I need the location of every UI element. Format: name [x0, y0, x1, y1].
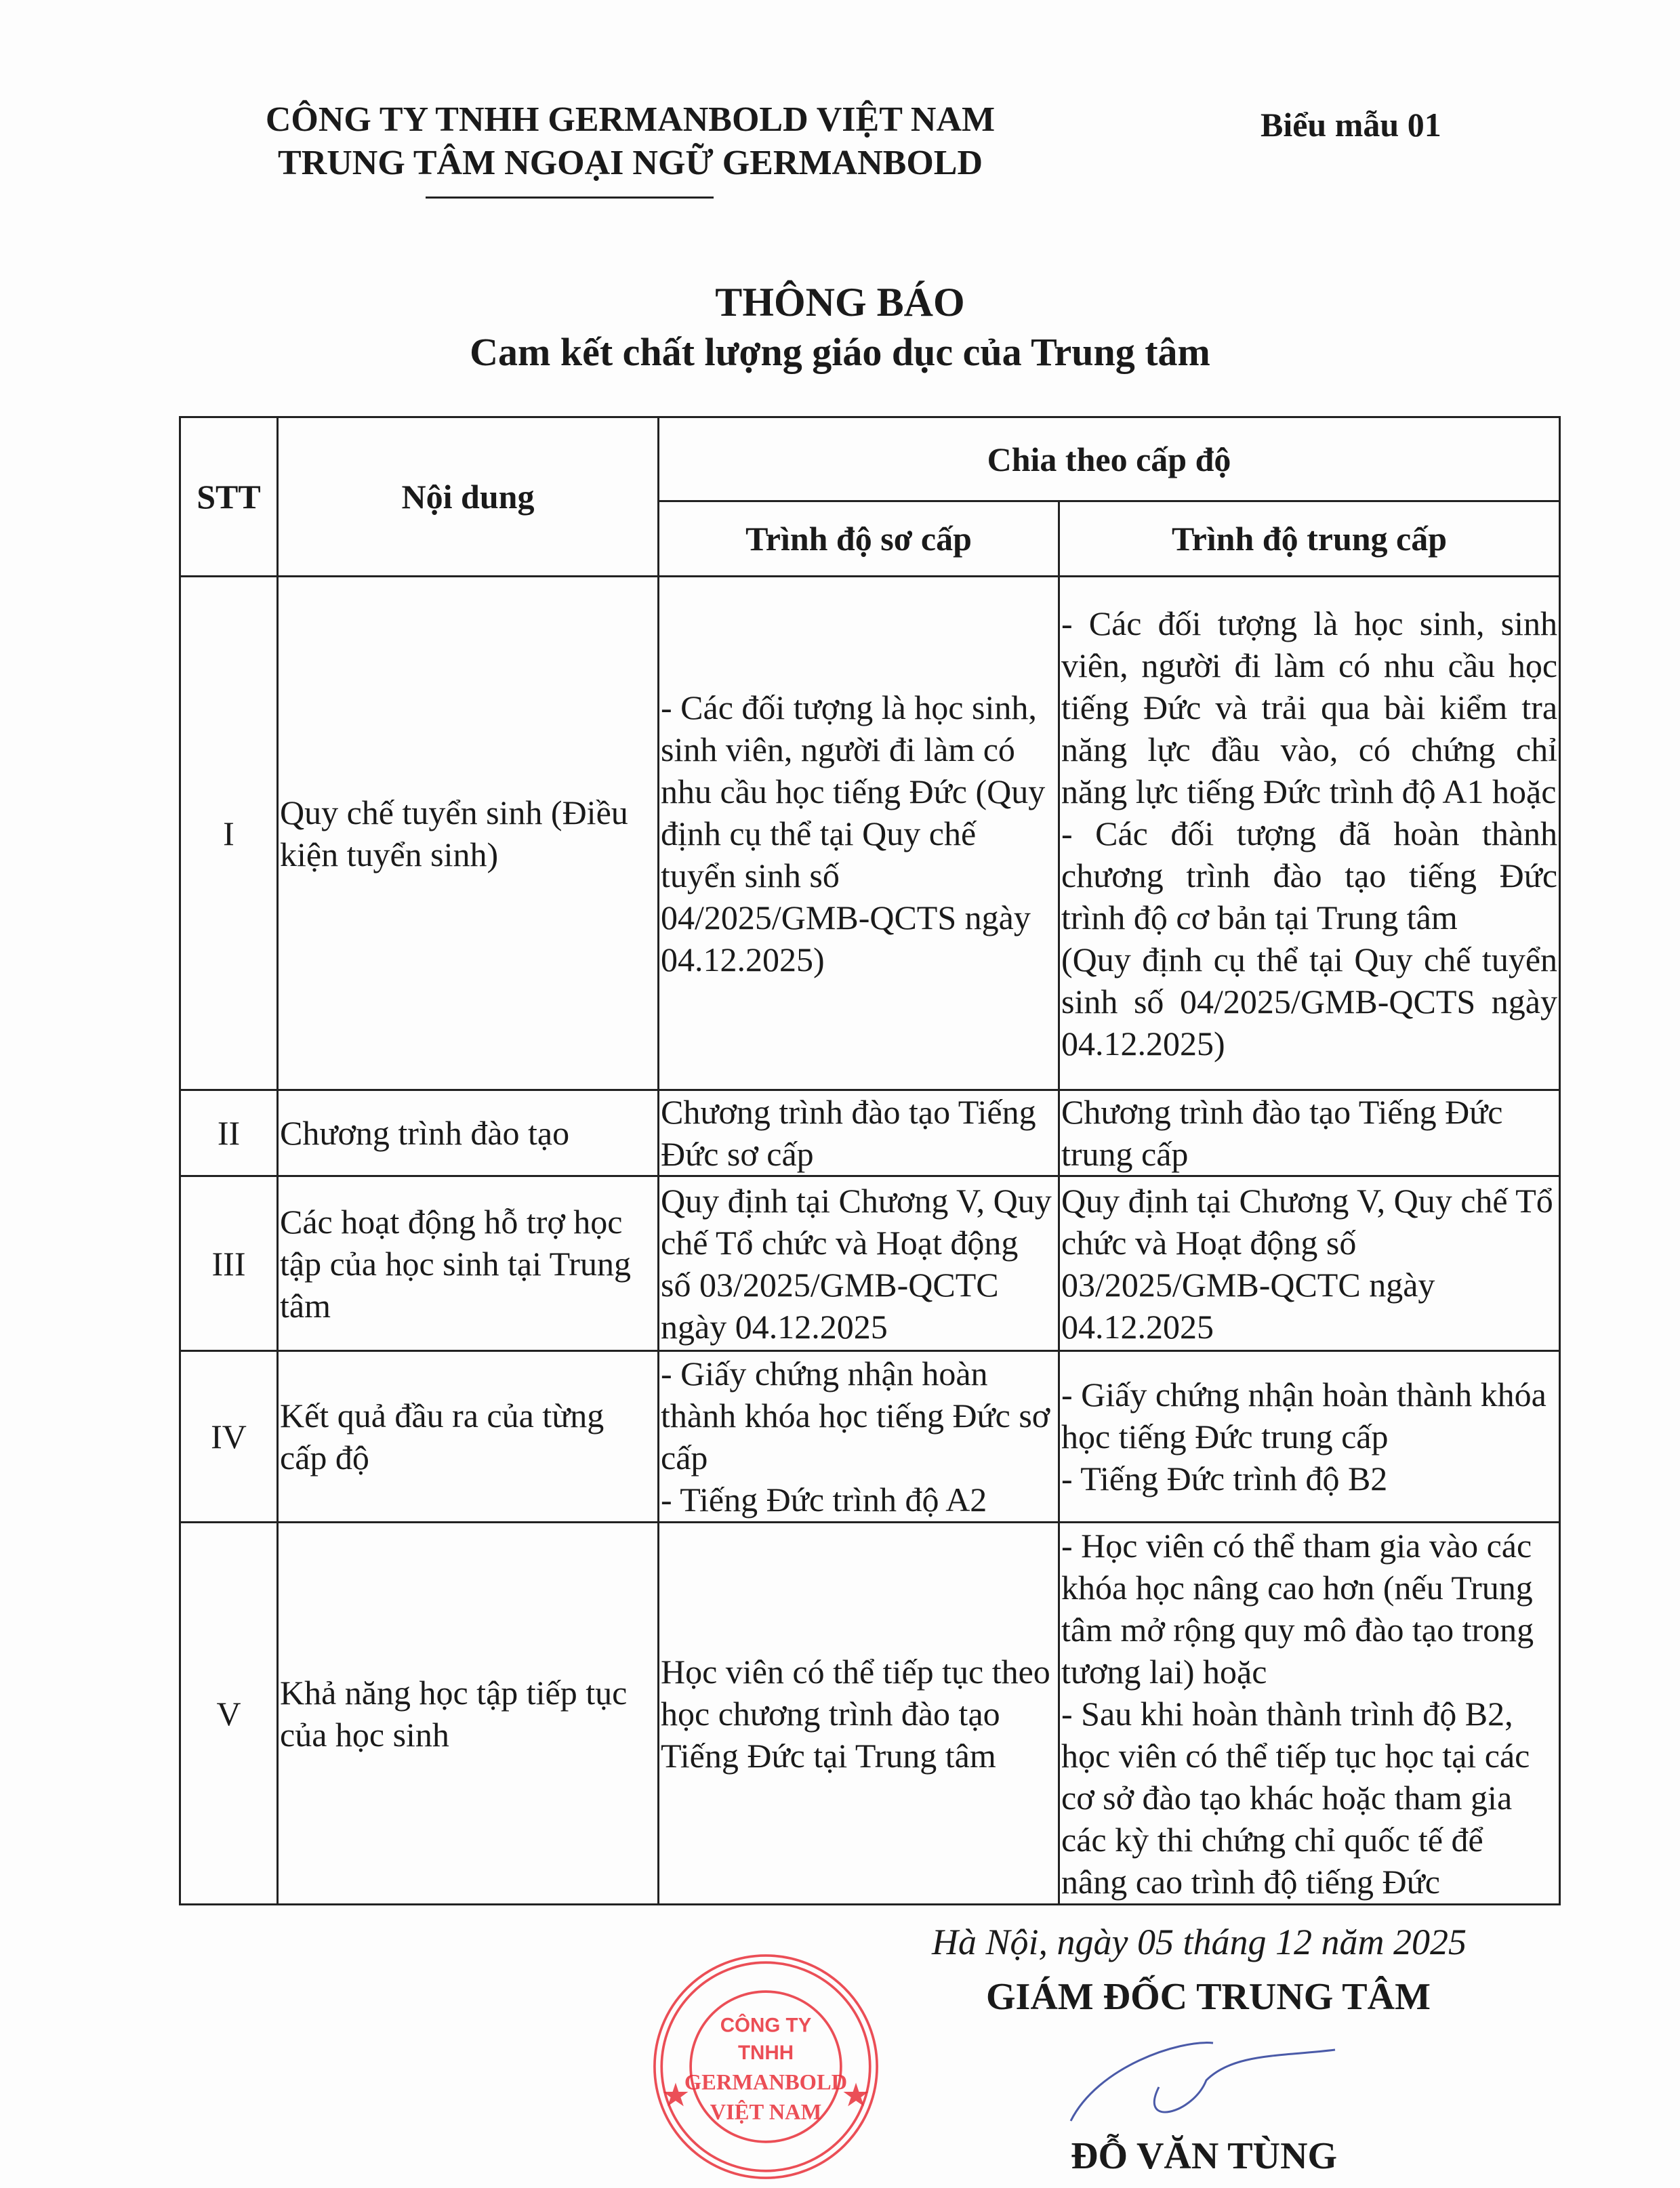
header-divider [426, 197, 714, 199]
row-content: Khả năng học tập tiếp tục của học sinh [278, 1523, 659, 1905]
company-name: CÔNG TY TNHH GERMANBOLD VIỆT NAM [265, 100, 996, 139]
company-seal [651, 1952, 881, 2182]
handwritten-signature [1057, 2026, 1342, 2128]
header-stt: STT [180, 417, 278, 577]
quality-commitment-table [179, 416, 1561, 1905]
row-stt: III [180, 1176, 278, 1351]
seal-line: GERMANBOLD [684, 2070, 848, 2095]
row-stt: I [180, 577, 278, 1090]
row-level1: Chương trình đào tạo Tiếng Đức sơ cấp [659, 1090, 1059, 1176]
document-title: THÔNG BÁO [715, 280, 965, 325]
row-level1: Quy định tại Chương V, Quy chế Tổ chức và Hoạt động số 03/2025/GMB-QCTC ngày 04.12.2025 [659, 1176, 1059, 1351]
row-level2: - Giấy chứng nhận hoàn thành khóa học tiếng Đức trung cấp - Tiếng Đức trình độ B2 [1059, 1351, 1560, 1523]
header-group: Chia theo cấp độ [659, 417, 1560, 501]
table-row [180, 1176, 1560, 1351]
table-row [180, 577, 1560, 1090]
table-row [180, 1351, 1560, 1523]
table-row [180, 1090, 1560, 1176]
row-level1: - Các đối tượng là học sinh, sinh viên, người đi làm có nhu cầu học tiếng Đức (Quy định cụ thể tại Quy chế tuyển sinh số 04/2025/GMB-QCTS ngày 04.12.2025) [659, 577, 1059, 1090]
row-stt: IV [180, 1351, 278, 1523]
row-content: Quy chế tuyển sinh (Điều kiện tuyển sinh) [278, 577, 659, 1090]
seal-line: CÔNG TY [720, 2014, 812, 2037]
seal-line: VIỆT NAM [710, 2100, 822, 2125]
document-subtitle: Cam kết chất lượng giáo dục của Trung tâm [470, 330, 1210, 374]
signer-role: GIÁM ĐỐC TRUNG TÂM [986, 1976, 1431, 2018]
row-level2: Chương trình đào tạo Tiếng Đức trung cấp [1059, 1090, 1560, 1176]
header-level1: Trình độ sơ cấp [659, 501, 1059, 577]
form-label: Biểu mẫu 01 [1261, 106, 1441, 144]
row-stt: V [180, 1523, 278, 1905]
organization-header [203, 98, 1057, 185]
seal-line: TNHH [737, 2041, 794, 2064]
row-content: Kết quả đầu ra của từng cấp độ [278, 1351, 659, 1523]
header-content: Nội dung [278, 417, 659, 577]
signer-name: ĐỖ VĂN TÙNG [1071, 2135, 1338, 2177]
row-content: Chương trình đào tạo [278, 1090, 659, 1176]
date-line: Hà Nội, ngày 05 tháng 12 năm 2025 [932, 1922, 1467, 1962]
row-stt: II [180, 1090, 278, 1176]
row-content: Các hoạt động hỗ trợ học tập của học sinh tại Trung tâm [278, 1176, 659, 1351]
row-level2: Quy định tại Chương V, Quy chế Tổ chức và Hoạt động số 03/2025/GMB-QCTC ngày 04.12.2025 [1059, 1176, 1560, 1351]
row-level1: Học viên có thể tiếp tục theo học chương trình đào tạo Tiếng Đức tại Trung tâm [659, 1523, 1059, 1905]
center-name: TRUNG TÂM NGOẠI NGỮ GERMANBOLD [277, 144, 983, 182]
header-level2: Trình độ trung cấp [1059, 501, 1560, 577]
table-row [180, 1523, 1560, 1905]
row-level1: - Giấy chứng nhận hoàn thành khóa học tiếng Đức sơ cấp - Tiếng Đức trình độ A2 [659, 1351, 1059, 1523]
row-level2: - Các đối tượng là học sinh, sinh viên, người đi làm có nhu cầu học tiếng Đức và trải qua bài kiểm tra năng lực đầu vào, có chứng chỉ năng lực tiếng Đức trình độ A1 hoặc - Các đối tượng đã hoàn thành chương trình đào tạo tiếng Đức trình độ cơ bản tại Trung tâm (Quy định cụ thể tại Quy chế tuyển sinh số 04/2025/GMB-QCTS ngày 04.12.2025) [1059, 577, 1560, 1090]
row-level2: - Học viên có thể tham gia vào các khóa học nâng cao hơn (nếu Trung tâm mở rộng quy mô đào tạo trong tương lai) hoặc - Sau khi hoàn thành trình độ B2, học viên có thể tiếp tục học tại các cơ sở đào tạo khác hoặc tham gia các kỳ thi chứng chỉ quốc tế để nâng cao trình độ tiếng Đức [1059, 1523, 1560, 1905]
